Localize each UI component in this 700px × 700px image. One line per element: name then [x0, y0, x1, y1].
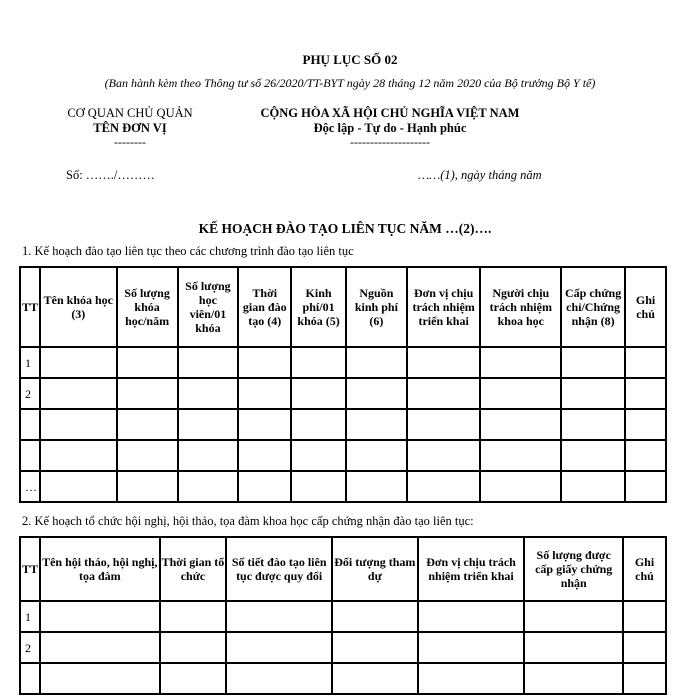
- training-plan-table: [19, 266, 667, 503]
- empty-cell: [226, 632, 332, 663]
- empty-cell: [625, 440, 666, 471]
- empty-cell: [117, 409, 178, 440]
- empty-cell: [623, 601, 666, 632]
- empty-cell: [332, 663, 418, 694]
- empty-cell: [40, 347, 117, 378]
- section1-heading: 1. Kế hoạch đào tạo liên tục theo các chương trình đào tạo liên tục: [22, 244, 354, 258]
- column-header: Ghi chú: [625, 267, 666, 347]
- empty-cell: [346, 378, 407, 409]
- column-header: Tên khóa học (3): [40, 267, 117, 347]
- empty-cell: [332, 632, 418, 663]
- column-header: Số lượng được cấp giấy chứng nhận: [524, 537, 623, 601]
- empty-cell: [117, 378, 178, 409]
- empty-cell: [524, 601, 623, 632]
- empty-cell: [623, 632, 666, 663]
- column-header: Số tiết đào tạo liên tục được quy đổi: [226, 537, 332, 601]
- column-header: Đơn vị chịu trách nhiệm triển khai: [407, 267, 481, 347]
- column-header: Thời gian tổ chức: [160, 537, 227, 601]
- document-number: Số: ……./………: [66, 168, 155, 182]
- empty-cell: [407, 378, 481, 409]
- empty-cell: [238, 347, 291, 378]
- table-row: [20, 471, 666, 502]
- unit-name: TÊN ĐƠN VỊ: [93, 121, 167, 135]
- column-header: Đơn vị chịu trách nhiệm triển khai: [418, 537, 525, 601]
- empty-cell: [418, 663, 525, 694]
- table-row: [20, 378, 666, 409]
- column-header: Số lượng khóa học/năm: [117, 267, 178, 347]
- empty-cell: [160, 601, 227, 632]
- row-number: [20, 409, 40, 440]
- empty-cell: [524, 632, 623, 663]
- column-header: TT: [20, 267, 40, 347]
- appendix-subtitle: (Ban hành kèm theo Thông tư số 26/2020/TT-BYT ngày 28 tháng 12 năm 2020 của Bộ trưởng Bộ Y tế): [104, 76, 596, 90]
- appendix-title: PHỤ LỤC SỐ 02: [302, 52, 398, 67]
- row-number: [20, 663, 40, 694]
- empty-cell: [40, 471, 117, 502]
- empty-cell: [407, 347, 481, 378]
- empty-cell: [226, 663, 332, 694]
- row-number: 1: [20, 601, 40, 632]
- empty-cell: [40, 409, 117, 440]
- nation-block: [220, 106, 560, 148]
- column-header: Tên hội tháo, hội nghị, tọa đàm: [40, 537, 160, 601]
- empty-cell: [561, 409, 625, 440]
- header-row: [20, 267, 666, 347]
- section2-heading: 2. Kế hoạch tổ chức hội nghị, hội thảo, tọa đàm khoa học cấp chứng nhận đào tạo liên tục:: [22, 514, 474, 528]
- empty-cell: [480, 409, 561, 440]
- row-number: …: [20, 471, 40, 502]
- row-number: 2: [20, 632, 40, 663]
- empty-cell: [625, 347, 666, 378]
- empty-cell: [117, 471, 178, 502]
- empty-cell: [291, 347, 346, 378]
- empty-cell: [561, 378, 625, 409]
- table-row: [20, 347, 666, 378]
- empty-cell: [346, 471, 407, 502]
- empty-cell: [407, 471, 481, 502]
- empty-cell: [40, 632, 160, 663]
- empty-cell: [238, 440, 291, 471]
- column-header: Thời gian đào tạo (4): [238, 267, 291, 347]
- empty-cell: [625, 471, 666, 502]
- agency-name: CƠ QUAN CHỦ QUẢN: [67, 106, 193, 120]
- empty-cell: [238, 378, 291, 409]
- empty-cell: [291, 471, 346, 502]
- empty-cell: [117, 440, 178, 471]
- empty-cell: [178, 378, 239, 409]
- column-header: TT: [20, 537, 40, 601]
- empty-cell: [40, 601, 160, 632]
- empty-cell: [480, 471, 561, 502]
- column-header: Đối tượng tham dự: [332, 537, 418, 601]
- empty-cell: [625, 378, 666, 409]
- empty-cell: [561, 440, 625, 471]
- empty-cell: [238, 409, 291, 440]
- date-line: ……(1), ngày tháng năm: [418, 168, 542, 182]
- empty-cell: [226, 601, 332, 632]
- empty-cell: [40, 663, 160, 694]
- empty-cell: [117, 347, 178, 378]
- empty-cell: [346, 347, 407, 378]
- table-row: [20, 632, 666, 663]
- empty-cell: [40, 440, 117, 471]
- empty-cell: [418, 601, 525, 632]
- empty-cell: [178, 471, 239, 502]
- agency-divider: --------: [114, 135, 146, 149]
- empty-cell: [160, 663, 227, 694]
- table-row: [20, 663, 666, 694]
- empty-cell: [623, 663, 666, 694]
- empty-cell: [346, 440, 407, 471]
- row-number: 2: [20, 378, 40, 409]
- empty-cell: [480, 378, 561, 409]
- table-row: [20, 440, 666, 471]
- plan-title: KẾ HOẠCH ĐÀO TẠO LIÊN TỤC NĂM …(2)….: [198, 221, 492, 236]
- empty-cell: [291, 378, 346, 409]
- nation-divider: --------------------: [350, 135, 430, 149]
- empty-cell: [524, 663, 623, 694]
- empty-cell: [291, 409, 346, 440]
- empty-cell: [178, 440, 239, 471]
- empty-cell: [160, 632, 227, 663]
- column-header: Kinh phí/01 khóa (5): [291, 267, 346, 347]
- agency-block: [30, 106, 230, 148]
- empty-cell: [178, 409, 239, 440]
- column-header: Số lượng học viên/01 khóa: [178, 267, 239, 347]
- empty-cell: [238, 471, 291, 502]
- row-number: [20, 440, 40, 471]
- nation-name: CỘNG HÒA XÃ HỘI CHỦ NGHĨA VIỆT NAM: [260, 106, 520, 120]
- empty-cell: [561, 471, 625, 502]
- empty-cell: [407, 409, 481, 440]
- empty-cell: [561, 347, 625, 378]
- table-row: [20, 601, 666, 632]
- conference-plan-table: [19, 536, 667, 695]
- empty-cell: [291, 440, 346, 471]
- column-header: Cấp chứng chỉ/Chứng nhận (8): [561, 267, 625, 347]
- empty-cell: [480, 440, 561, 471]
- empty-cell: [332, 601, 418, 632]
- header-row: [20, 537, 666, 601]
- empty-cell: [480, 347, 561, 378]
- nation-motto: Độc lập - Tự do - Hạnh phúc: [313, 121, 467, 135]
- column-header: Nguồn kinh phí (6): [346, 267, 407, 347]
- table-row: [20, 409, 666, 440]
- empty-cell: [625, 409, 666, 440]
- row-number: 1: [20, 347, 40, 378]
- empty-cell: [178, 347, 239, 378]
- empty-cell: [40, 378, 117, 409]
- column-header: Ghi chú: [623, 537, 666, 601]
- empty-cell: [418, 632, 525, 663]
- column-header: Người chịu trách nhiệm khoa học: [480, 267, 561, 347]
- empty-cell: [407, 440, 481, 471]
- empty-cell: [346, 409, 407, 440]
